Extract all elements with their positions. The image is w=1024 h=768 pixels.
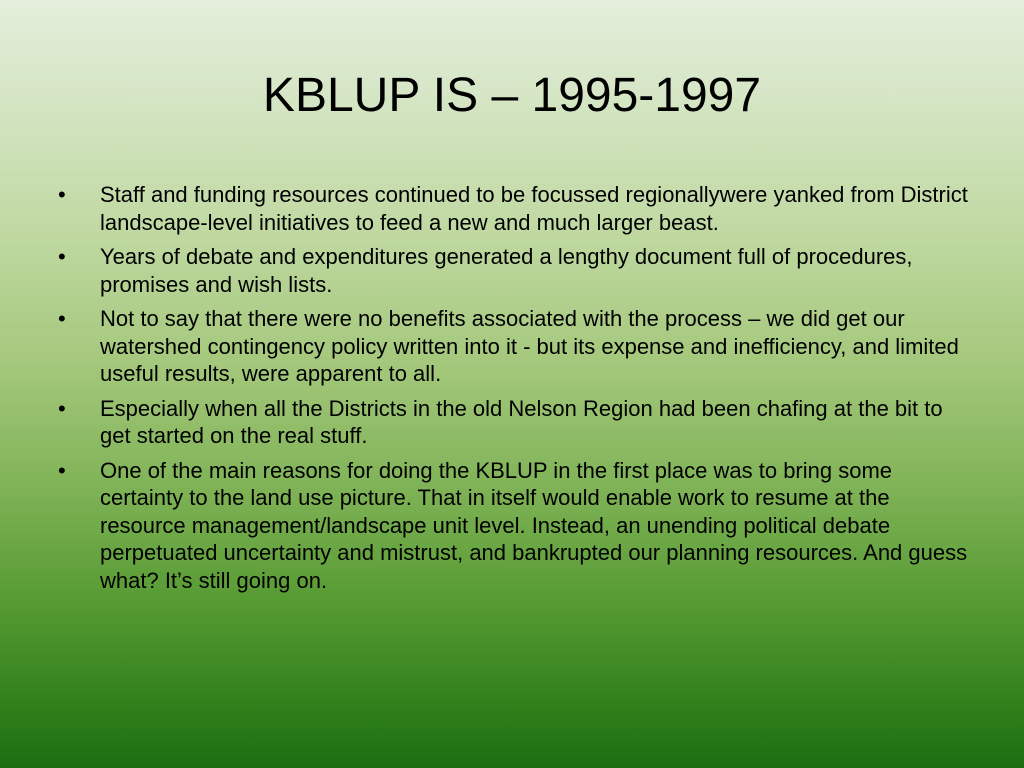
bullet-icon: • [58, 457, 66, 483]
slide-title: KBLUP IS – 1995-1997 [262, 69, 762, 122]
bullet-list [56, 181, 976, 601]
bullet-item [56, 181, 976, 236]
bullet-text: Especially when all the Districts in the old Nelson Region had been chafing at the bit to get started on the real stuff. [100, 395, 943, 448]
bullet-item [56, 305, 976, 388]
bullet-text: Not to say that there were no benefits associated with the process – we did get our watershed contingency policy written into it - but its expense and inefficiency, and limited useful results, were apparent to all. [100, 306, 959, 386]
bullet-icon: • [58, 182, 66, 207]
bullet-text: Staff and funding resources continued to be focussed regionallywere yanked from District landscape-level initiatives to feed a new and much larger beast. [100, 182, 968, 235]
bullet-text: Years of debate and expenditures generated a lengthy document full of procedures, promises and wish lists. [100, 244, 913, 297]
bullet-icon: • [58, 395, 66, 421]
bullet-item [56, 457, 976, 595]
bullet-item [56, 395, 976, 450]
bullet-item [56, 243, 976, 298]
bullet-icon: • [58, 306, 66, 331]
bullet-text: One of the main reasons for doing the KBLUP in the first place was to bring some certainty to the land use picture. That in itself would enable work to resume at the resource management/landscape unit level. Instead, an unending political debate perpetuated uncertainty and mistrust, and bankrupted our planning resources. And guess what? It’s still going on. [100, 457, 968, 593]
bullet-icon: • [58, 244, 66, 269]
